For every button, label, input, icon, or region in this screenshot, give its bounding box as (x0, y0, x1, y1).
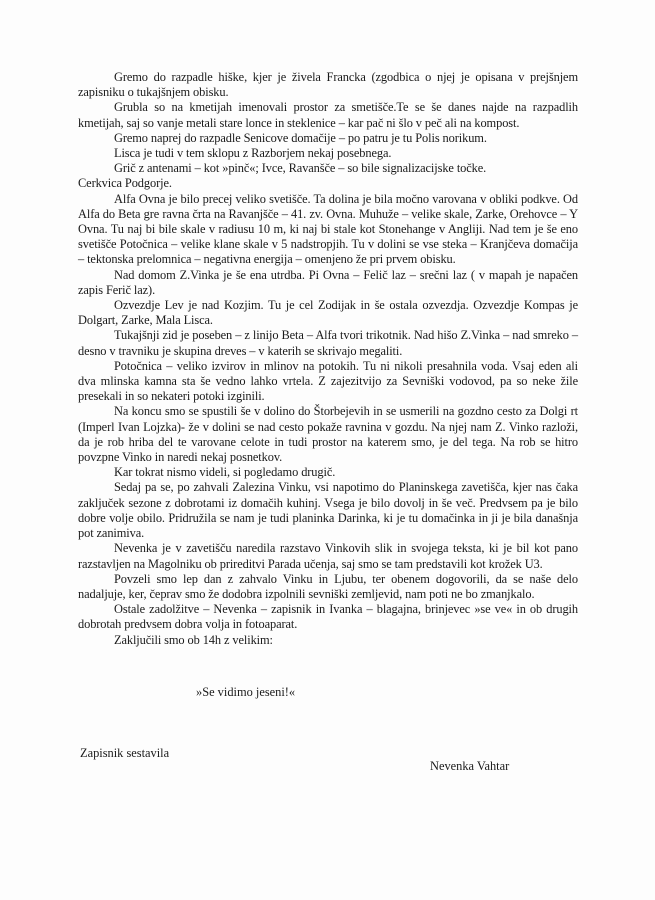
paragraph: Potočnica – veliko izvirov in mlinov na potokih. Tu ni nikoli presahnila voda. Vsaj eden ali dva mlinska kamna sta še vedno lahko vrtela. Z zajezitvijo za Sevniški vodovod, pa so neke žile presekali in so nekateri potoki izginili. (78, 358, 578, 404)
paragraph: Na koncu smo se spustili še v dolino do Štorbejevih in se usmerili na gozdno cesto za Dolgi rt (Imperl Ivan Lojzka)- že v dolini se nad cesto pokaže ravnina v gozdu. Na njej nam Z. Vinko razloži, da je rob hriba del te varovane celote in tudi prostor na katerem smo, je del tega. Na rob se hitro povzpne Vinko in naredi nekaj posnetkov. (78, 404, 578, 465)
paragraph: Nevenka je v zavetišču naredila razstavo Vinkovih slik in svojega teksta, ki je bil kot pano razstavljen na Magolniku ob prireditvi Parada učenja, saj smo se tam predstavili kot krožek U3. (78, 541, 578, 571)
paragraph: Kar tokrat nismo videli, si pogledamo drugič. (114, 465, 336, 480)
closing-line: »Se vidimo jeseni!« (196, 685, 296, 699)
paragraph: Gremo do razpadle hiške, kjer je živela Francka (zgodbica o njej je opisana v prejšnjem zapisniku o tukajšnjem obisku. (78, 70, 578, 100)
paragraph: Grubla so na kmetijah imenovali prostor za smetišče.Te se še danes najde na razpadlih kmetijah, saj so vanje metali stare lonce in steklenice – kar pač ni šlo v peč ali na kompost. (78, 100, 578, 130)
paragraph: Grič z antenami – kot »pinč«; Ivce, Ravanšče – so bile signalizacijske točke. (114, 161, 487, 176)
document-body (78, 70, 578, 648)
paragraph: Sedaj pa se, po zahvali Zalezina Vinku, vsi napotimo do Planinskega zavetišča, kjer nas čaka zaključek sezone z dobrotami iz domačih kuhinj. Vsega je bilo dovolj in še več. Predvsem pa je bilo dobre volje obilo. Pridružila se nam je tudi planinka Darinka, ki je tu domačinka in ji je bila današnja pot zanimiva. (78, 480, 578, 541)
paragraph: Gremo naprej do razpadle Senicove domačije – po patru je tu Polis norikum. (114, 130, 487, 145)
author-label: Zapisnik sestavila (80, 746, 170, 760)
author-name: Nevenka Vahtar (430, 759, 510, 773)
paragraph: Lisca je tudi v tem sklopu z Razborjem nekaj posebnega. (114, 146, 392, 161)
paragraph: Nad domom Z.Vinka je še ena utrdba. Pi Ovna – Felič laz – srečni laz ( v mapah je napačen zapis Ferič laz). (78, 267, 578, 297)
paragraph: Povzeli smo lep dan z zahvalo Vinku in Ljubu, ter obenem dogovorili, da se naše delo nadaljuje, ker, čeprav smo že dodobra izpolnili sevniški zemljevid, nam poti ne bo zmanjkalo. (78, 571, 578, 601)
paragraph: Alfa Ovna je bilo precej veliko svetišče. Ta dolina je bila močno varovana v obliki podkve. Od Alfa do Beta gre ravna črta na Ravanjšče – 41. zv. Ovna. Muhuže – velike skale, Zarke, Orehovce – Y Ovna. Tu naj bi bile skale v radiusu 10 m, ki naj bi stale kot Stonehange v Angliji. Nad tem je še eno svetišče Potočnica – velike klane skale v 5 nadstropjih. Tu v dolini se vse steka – Kranjčeva domačija – tektonska prelomnica – negativna energija – omenjeno že pri prvem obisku. (78, 191, 578, 267)
paragraph: Ostale zadolžitve – Nevenka – zapisnik in Ivanka – blagajna, brinjevec »se ve« in ob drugih dobrotah predvsem dobra volja in fotoaparat. (78, 602, 578, 632)
paragraph: Tukajšnji zid je poseben – z linijo Beta – Alfa tvori trikotnik. Nad hišo Z.Vinka – nad smreko – desno v travniku je skupina dreves – v katerih se skrivajo megaliti. (78, 328, 578, 358)
paragraph: Ozvezdje Lev je nad Kozjim. Tu je cel Zodijak in še ostala ozvezdja. Ozvezdje Kompas je Dolgart, Zarke, Mala Lisca. (78, 298, 578, 328)
paragraph: Zaključili smo ob 14h z velikim: (114, 632, 273, 647)
paragraph: Cerkvica Podgorje. (78, 176, 172, 191)
